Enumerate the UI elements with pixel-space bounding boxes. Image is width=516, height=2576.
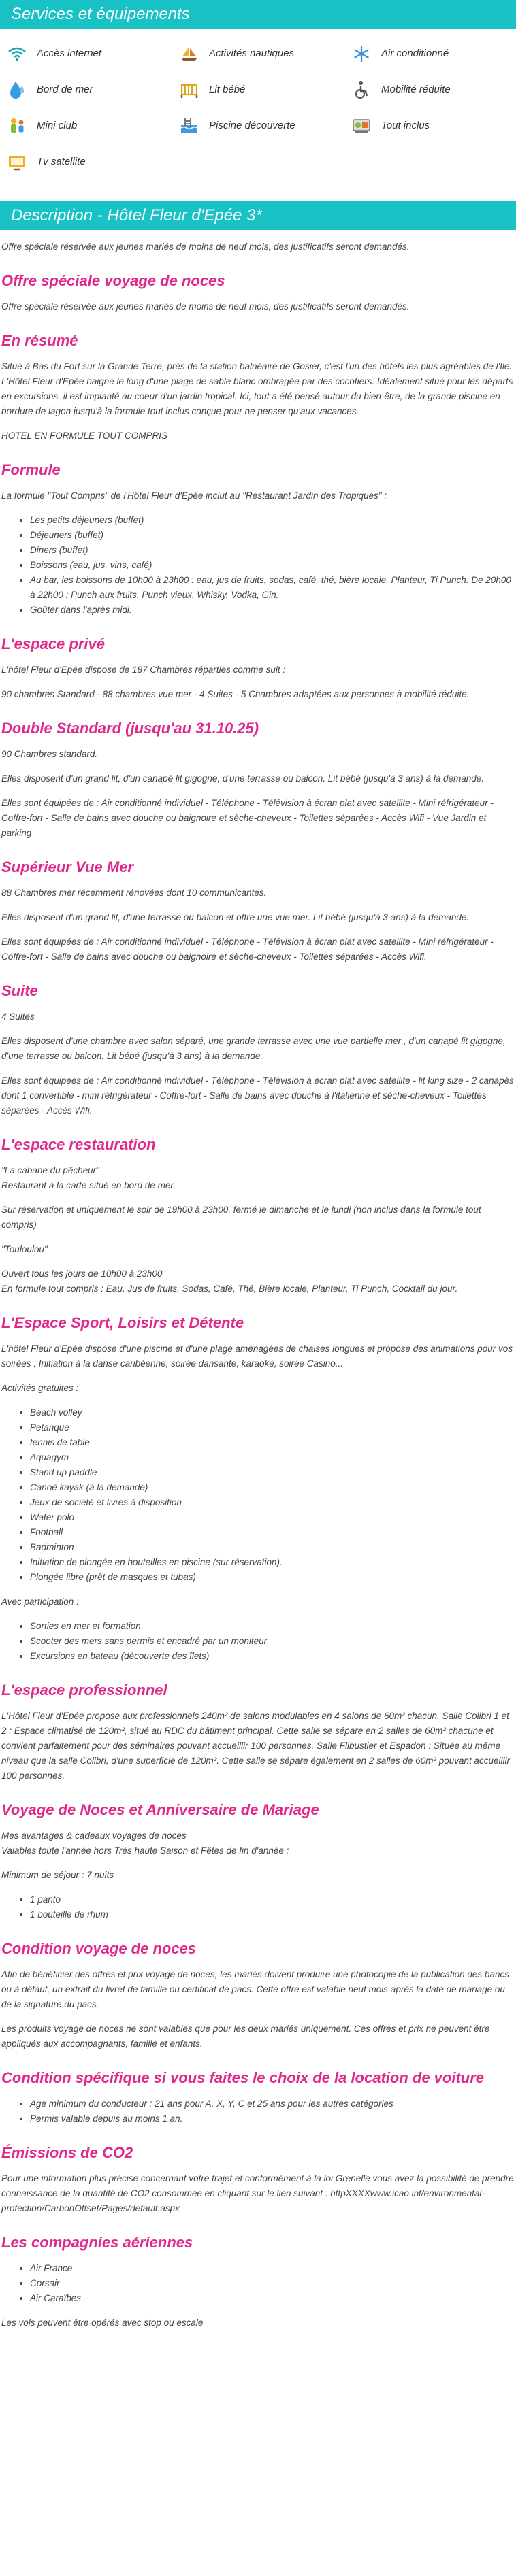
list-item: • Age minimum du conducteur : 21 ans pour A, X, Y, C et 25 ans pour les autres catégories	[30, 2096, 515, 2111]
restauration-text	[1, 1163, 515, 1193]
superieur-title: Supérieur Vue Mer	[1, 858, 133, 875]
espace-prive-title: L'espace privé	[1, 635, 105, 652]
suite-title: Suite	[1, 982, 38, 999]
superieur-text: Elles disposent d'un grand lit, d'une terrasse ou balcon et offre une vue mer. Lit bébé (jusqu'à 3 ans) à la demande.	[1, 912, 470, 922]
service-label: Mini club	[37, 120, 78, 131]
wifi-icon	[7, 44, 27, 64]
service-label: Lit bébé	[209, 84, 246, 95]
service-label: Activités nautiques	[209, 48, 295, 59]
condition-noces-text: Afin de bénéficier des offres et prix voyage de noces, les mariés doivent produire une photocopie de la publication des bancs ou à défaut, un extrait du livret de famille ou certificat de pacs. Cette offre est valable neuf mois après la date de mariage ou de la signature du pacs.	[1, 1969, 509, 2009]
offre-title: Offre spéciale voyage de noces	[1, 272, 225, 289]
intro-text: Offre spéciale réservée aux jeunes mariés de moins de neuf mois, des justificatifs seront demandés.	[1, 241, 410, 252]
mariage-advantages: Mes avantages & cadeaux voyages de noces	[1, 1830, 187, 1841]
service-litbebe	[179, 71, 351, 107]
condition-voiture-title: Condition spécifique si vous faites le choix de la location de voiture	[1, 2069, 485, 2086]
compagnies-list	[1, 2261, 515, 2306]
services-grid	[0, 29, 516, 185]
offre-text: Offre spéciale réservée aux jeunes mariés de moins de neuf mois, des justificatifs seront demandés.	[1, 301, 410, 312]
service-mobilite	[351, 71, 516, 107]
formule-title: Formule	[1, 461, 61, 478]
list-item: • Badminton	[30, 1540, 515, 1555]
restauration-title: L'espace restauration	[1, 1136, 156, 1153]
restauration-text: "Touloulou"	[1, 1244, 48, 1254]
list-item: • Initiation de plongée en bouteilles en piscine (sur réservation).	[30, 1555, 515, 1570]
description-heading: Description - Hôtel Fleur d'Epée 3*	[0, 201, 516, 230]
list-item: • tennis de table	[30, 1435, 515, 1450]
double-text: Elles sont équipées de : Air conditionné individuel - Téléphone - Télévision à écran plat avec satellite - Mini réfrigérateur - Coffre-fort - Salle de bains avec douche ou baignoire et sèche-cheveux - Toilettes séparées - Accès Wifi - Vue Jardin et parking	[1, 798, 494, 838]
restaurant-desc: Restaurant à la carte situé en bord de mer.	[1, 1180, 176, 1190]
service-nautique	[179, 35, 351, 71]
list-item: • Jeux de société et livres à disposition	[30, 1495, 515, 1510]
compagnies-note: Les vols peuvent être opérés avec stop ou escale	[1, 2318, 204, 2328]
resume-note: HOTEL EN FORMULE TOUT COMPRIS	[1, 431, 168, 441]
boat-icon	[179, 44, 199, 64]
list-item: • Petanque	[30, 1420, 515, 1435]
formule-list	[1, 513, 515, 618]
suite-text: Elles sont équipées de : Air conditionné individuel - Téléphone - Télévision à écran plat avec satellite - lit king size - 2 canapés dont 1 convertible - mini réfrigérateur - Coffre-fort - Salle de bains avec douche à l'italienne et sèche-cheveux - Toilettes séparées - Accès Wifi.	[1, 1075, 514, 1116]
co2-text: Pour une information plus précise concernant votre trajet et conformément à la loi Grenelle vous avez la possibilité de prendre connaissance de la quantité de CO2 consommée en cliquant sur le lien suivant : httpXXXXwww.icao.int/environmental-protection/CarbonOffset/Pages/default.aspx	[1, 2173, 514, 2213]
suite-text: 4 Suites	[1, 1011, 35, 1022]
service-air	[351, 35, 516, 71]
restaurant-hours: Ouvert tous les jours de 10h00 à 23h00	[1, 1269, 163, 1279]
list-item: • 1 panto	[30, 1892, 515, 1907]
list-item: • Déjeuners (buffet)	[30, 528, 515, 543]
snowflake-icon	[351, 44, 372, 64]
list-item: • Au bar, les boissons de 10h00 à 23h00 : eau, jus de fruits, sodas, café, thé, bière locale, Planteur, Ti Punch. De 20h00 à 22h00 : Punch aux fruits, Punch vieux, Whisky, Vodka, Gin.	[30, 573, 515, 603]
wheelchair-icon	[351, 80, 372, 100]
service-piscine	[179, 107, 351, 144]
list-item: • Canoë kayak (à la demande)	[30, 1480, 515, 1495]
water-drop-icon	[7, 80, 27, 100]
double-title: Double Standard (jusqu'au 31.10.25)	[1, 720, 259, 737]
sport-title: L'Espace Sport, Loisirs et Détente	[1, 1314, 244, 1331]
list-item: • Excursions en bateau (découverte des îlets)	[30, 1649, 515, 1664]
service-label: Accès internet	[37, 48, 102, 59]
list-item: • Goûter dans l'après midi.	[30, 603, 515, 618]
condition-noces-text: Les produits voyage de noces ne sont valables que pour les deux mariés uniquement. Ces offres et prix ne peuvent être appliqués aux accompagnants, famille et enfants.	[1, 2024, 490, 2049]
condition-voiture-list	[1, 2096, 515, 2126]
service-tv	[7, 144, 179, 180]
mariage-text	[1, 1828, 515, 1858]
list-item: • 1 bouteille de rhum	[30, 1907, 515, 1922]
mariage-validity: Valables toute l'année hors Très haute Saison et Fêtes de fin d'année :	[1, 1845, 289, 1856]
list-item: • Permis valable depuis au moins 1 an.	[30, 2111, 515, 2126]
list-item: • Scooter des mers sans permis et encadré par un moniteur	[30, 1634, 515, 1649]
service-label: Tv satellite	[37, 156, 86, 167]
list-item: • Air France	[30, 2261, 515, 2276]
double-text: Elles disposent d'un grand lit, d'un canapé lit gigogne, d'une terrasse ou balcon. Lit bébé (jusqu'à 3 ans) à la demande.	[1, 773, 485, 784]
mariage-title: Voyage de Noces et Anniversaire de Mariage	[1, 1801, 319, 1818]
suite-text: Elles disposent d'une chambre avec salon séparé, une grande terrasse avec une vue partielle mer , d'un canapé lit gigogne, d'une terrasse ou balcon. Lit bébé (jusqu'à 3 ans) à la demande.	[1, 1036, 506, 1061]
tv-icon	[7, 152, 27, 172]
service-label: Bord de mer	[37, 84, 93, 95]
services-heading: Services et équipements	[0, 0, 516, 29]
co2-title: Émissions de CO2	[1, 2144, 133, 2161]
condition-noces-title: Condition voyage de noces	[1, 1940, 197, 1957]
list-item: • Corsair	[30, 2276, 515, 2291]
crib-icon	[179, 80, 199, 100]
list-item: • Diners (buffet)	[30, 543, 515, 558]
pool-icon	[179, 116, 199, 136]
pro-title: L'espace professionnel	[1, 1682, 167, 1699]
mariage-gifts-list	[1, 1892, 515, 1922]
restaurant-formula: En formule tout compris : Eau, Jus de fruits, Sodas, Café, Thé, Bière locale, Planteur, Ti Punch, Cocktail du jour.	[1, 1284, 458, 1294]
compagnies-title: Les compagnies aériennes	[1, 2234, 193, 2251]
description-body	[0, 239, 516, 2330]
restauration-text: Sur réservation et uniquement le soir de 19h00 à 23h00, fermé le dimanche et le lundi (non inclus dans la formule tout compris)	[1, 1205, 481, 1230]
list-item: • Plongée libre (prêt de masques et tubas)	[30, 1570, 515, 1585]
double-text: 90 Chambres standard.	[1, 749, 98, 759]
list-item: • Boissons (eau, jus, vins, café)	[30, 558, 515, 573]
all-inclusive-icon	[351, 116, 372, 136]
resume-title: En résumé	[1, 332, 78, 349]
restauration-text	[1, 1267, 515, 1297]
list-item: • Les petits déjeuners (buffet)	[30, 513, 515, 528]
list-item: • Football	[30, 1525, 515, 1540]
list-item: • Sorties en mer et formation	[30, 1619, 515, 1634]
sport-paid-label: Avec participation :	[1, 1596, 79, 1607]
mariage-min-stay: Minimum de séjour : 7 nuits	[1, 1870, 114, 1880]
list-item: • Stand up paddle	[30, 1465, 515, 1480]
service-label: Mobilité réduite	[381, 84, 451, 95]
paid-activities-list	[1, 1619, 515, 1664]
resume-text: Situé à Bas du Fort sur la Grande Terre, près de la station balnéaire de Gosier, c'est l'un des hôtels les plus agréables de l'Ile. L'Hôtel Fleur d'Epée baigne le long d'une plage de sable blanc ombragée par des cocotiers. Idéalement situé pour les départs en excursions, il est implanté au coeur d'un jardin tropical. Ici, tout a été pensé autour du bien-être, de la grande piscine en bordure de lagon jusqu'à la formule tout inclus conçue pour ne penser qu'aux vacances.	[1, 361, 513, 416]
service-internet	[7, 35, 179, 71]
sport-text: L'hôtel Fleur d'Epée dispose d'une piscine et d'une plage aménagées de chaises longues et propose des animations pour vos soirées : Initiation à la danse caribéenne, soirée dansante, karaoké, soirée Casino...	[1, 1343, 513, 1369]
list-item: • Aquagym	[30, 1450, 515, 1465]
list-item: • Air Caraïbes	[30, 2291, 515, 2306]
list-item: • Beach volley	[30, 1405, 515, 1420]
kids-icon	[7, 116, 27, 136]
free-activities-list	[1, 1405, 515, 1585]
superieur-text: 88 Chambres mer récemment rénovées dont 10 communicantes.	[1, 888, 267, 898]
pro-text: L'Hôtel Fleur d'Epée propose aux professionnels 240m² de salons modulables en 4 salons de 60m² chacun. Salle Colibri 1 et 2 : Espace climatisé de 120m², situé au RDC du bâtiment principal. Cette salle se sépare en 2 salles de 60m² chacune et convient parfaitement pour des séminaires pouvant accueillir 100 personnes. Salle Flibustier et Espadon : Située au même niveau que la salle Colibri, d'une superficie de 120m². Cette salle se sépare également en 2 salles de 60m² pouvant accueillir 100 personnes.	[1, 1711, 511, 1781]
list-item: • Water polo	[30, 1510, 515, 1525]
service-label: Piscine découverte	[209, 120, 295, 131]
espace-prive-text: 90 chambres Standard - 88 chambres vue mer - 4 Suites - 5 Chambres adaptées aux personnes à mobilité réduite.	[1, 689, 470, 699]
espace-prive-text: L'hôtel Fleur d'Epée dispose de 187 Chambres réparties comme suit :	[1, 665, 286, 675]
restaurant-name: "La cabane du pêcheur"	[1, 1165, 99, 1175]
service-toutinclus	[351, 107, 516, 144]
service-mer	[7, 71, 179, 107]
sport-free-label: Activités gratuites :	[1, 1383, 79, 1393]
service-label: Air conditionné	[381, 48, 449, 59]
service-label: Tout inclus	[381, 120, 430, 131]
service-miniclub	[7, 107, 179, 144]
formule-text: La formule "Tout Compris" de l'Hôtel Fleur d'Epée inclut au "Restaurant Jardin des Tropiques" :	[1, 490, 387, 501]
superieur-text: Elles sont équipées de : Air conditionné individuel - Téléphone - Télévision à écran plat avec satellite - Mini réfrigérateur - Coffre-fort - Salle de bains avec douche ou baignoire et sèche-cheveux - Toilettes séparées - Accès Wifi.	[1, 937, 494, 962]
